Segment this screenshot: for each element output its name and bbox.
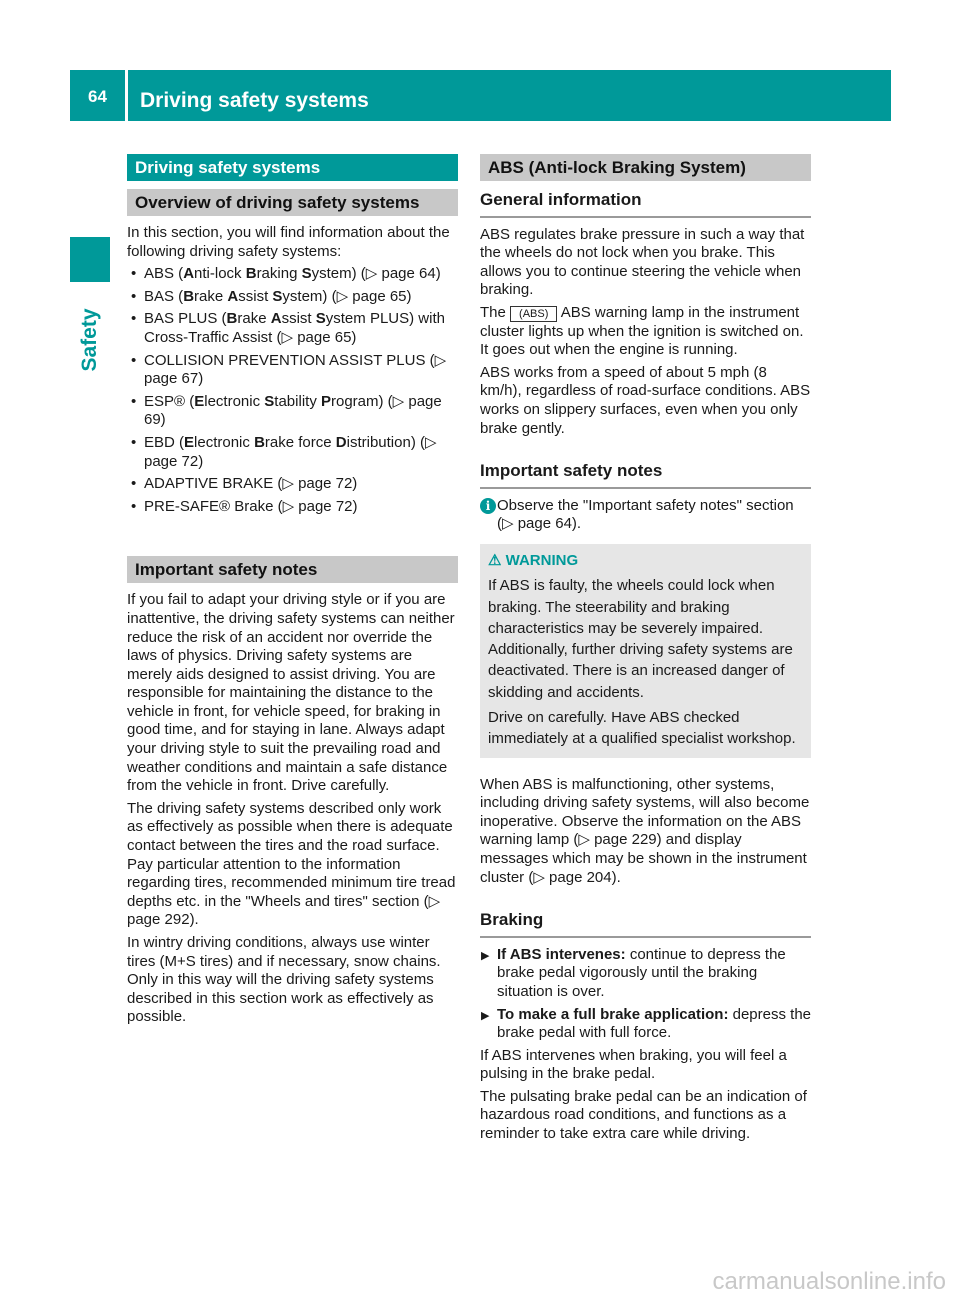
list-item-text: BAS PLUS (: [144, 310, 227, 328]
section-title: Driving safety systems: [127, 154, 458, 181]
list-item-text: continue to depress the brake pedal vigorously until the braking situation is over.: [497, 945, 786, 1000]
list-item-text: ystem) (▷ page 65): [282, 287, 412, 305]
list-item: [127, 434, 458, 471]
list-item: [127, 288, 458, 307]
list-item-text: S: [272, 287, 283, 305]
warning-text: Drive on carefully. Have ABS checked immediately at a qualified specialist workshop.: [488, 708, 796, 748]
chapter-title: Driving safety systems: [140, 89, 369, 112]
side-tab-marker: [70, 237, 110, 282]
list-item-text: A: [227, 287, 239, 305]
list-item-text: ystem PLUS) with Cross-Traffic Assist (▷ page 65): [144, 310, 445, 346]
abs-warning-lamp-icon: (ABS): [510, 306, 557, 322]
warning-box: [480, 544, 811, 758]
systems-list: [127, 265, 458, 516]
list-item-text: S: [301, 265, 312, 283]
list-item-text: EBD (: [144, 433, 185, 451]
list-item: [127, 265, 458, 284]
list-item-text: ABS (: [144, 265, 184, 283]
warning-triangle-icon: ⚠: [488, 551, 506, 569]
info-icon: i: [480, 498, 496, 514]
list-item-text: B: [183, 287, 195, 305]
list-item-text: rogram) (▷ page 69): [144, 392, 442, 429]
abs-heading: ABS (Anti-lock Braking System): [480, 154, 811, 181]
list-item-text: ystem) (▷ page 64): [311, 265, 441, 283]
list-item: [480, 1006, 811, 1043]
safety-heading: Important safety notes: [127, 556, 458, 583]
warning-label: WARNING: [505, 551, 579, 569]
list-item-text: To make a full brake application:: [497, 1005, 729, 1023]
list-item-text: B: [226, 310, 238, 328]
list-item-text: D: [335, 433, 347, 451]
malfunction-paragraph: When ABS is malfunctioning, other systems, including driving safety systems, will also become inoperative. Observe the information on the ABS warning lamp (▷ page 229) and display messages which may be shown in the instrument cluster (▷ page 204).: [480, 775, 810, 886]
lamp-paragraph: [480, 304, 811, 360]
list-item-text: raking: [256, 265, 302, 283]
list-item-text: E: [184, 433, 195, 451]
list-item-text: COLLISION PREVENTION ASSIST PLUS (▷ page 67): [144, 351, 447, 388]
list-item-text: S: [264, 392, 275, 410]
list-item-text: lectronic: [194, 433, 255, 451]
list-item-text: P: [320, 392, 331, 410]
general-paragraph: ABS works from a speed of about 5 mph (8 km/h), regardless of road-surface conditions. ABS works on slippery surfaces, even when you only brake gently.: [480, 363, 811, 437]
list-item: [127, 475, 458, 494]
warning-text: If ABS is faulty, the wheels could lock when braking. The steerability and braking characteristics may be severely impaired. Additionally, further driving safety systems are deactivated. There is an increased danger of skidding and accidents.: [488, 577, 793, 701]
braking-heading: Braking: [480, 907, 811, 938]
page-header: [70, 70, 891, 121]
list-item-text: ssist: [238, 287, 273, 305]
list-item-text: tability: [274, 392, 321, 410]
side-tab-label: Safety: [78, 308, 101, 372]
list-item-text: rake force: [264, 433, 336, 451]
right-column: [480, 154, 811, 1148]
general-info-heading: General information: [480, 187, 811, 218]
page-number: 64: [70, 70, 128, 121]
info-note: [480, 497, 811, 534]
list-item-text: E: [194, 392, 205, 410]
list-item-text: rake: [194, 287, 228, 305]
list-item-text: A: [270, 310, 282, 328]
general-paragraph: ABS regulates brake pressure in such a way that the wheels do not lock when you brake. This allows you to continue steering the vehicle when braking.: [480, 225, 805, 299]
overview-heading: Overview of driving safety systems: [127, 189, 458, 216]
list-item: [480, 946, 811, 1002]
list-item: [127, 393, 458, 430]
intro-text: In this section, you will find information about the following driving safety systems:: [127, 224, 450, 260]
braking-paragraph: If ABS intervenes when braking, you will feel a pulsing in the brake pedal.: [480, 1046, 787, 1083]
list-item-text: S: [315, 310, 326, 328]
lamp-post: ABS warning lamp in the instrument cluster lights up when the ignition is switched on. It goes out when the engine is running.: [480, 303, 804, 359]
list-item-text: ESP® (: [144, 392, 195, 410]
braking-steps: [480, 946, 811, 1043]
lamp-pre: The: [480, 303, 506, 321]
list-item-text: rake: [237, 310, 271, 328]
braking-paragraph: The pulsating brake pedal can be an indication of hazardous road conditions, and functions as a reminder to take extra care while driving.: [480, 1087, 807, 1143]
safety-paragraph: The driving safety systems described only work as effectively as possible when there is adequate contact between the tires and the road surface. Pay particular attention to the information regarding tires, recommended minimum tire tread depths etc. in the "Wheels and tires" section (▷ page 292).: [127, 799, 456, 929]
list-item-text: BAS (: [144, 287, 184, 305]
info-text: Observe the "Important safety notes" section (▷ page 64).: [497, 496, 794, 533]
list-item: [127, 498, 458, 517]
list-item: [127, 310, 458, 347]
list-item-text: depress the brake pedal with full force.: [497, 1005, 812, 1042]
left-column: [127, 154, 458, 1031]
list-item-text: PRE-SAFE® Brake (▷ page 72): [144, 497, 358, 515]
side-tab: [70, 290, 110, 390]
list-item-text: ADAPTIVE BRAKE (▷ page 72): [144, 475, 358, 493]
list-item-text: B: [254, 433, 265, 451]
warning-title: [488, 550, 803, 571]
watermark: carmanualsonline.info: [712, 1268, 946, 1295]
list-item-text: istribution) (▷ page 72): [144, 433, 437, 470]
list-item-text: A: [183, 265, 195, 283]
safety-paragraph: If you fail to adapt your driving style or if you are inattentive, the driving safety systems can neither reduce the risk of an accident nor override the laws of physics. Driving safety systems are merely aids designed to assist driving. You are responsible for maintaining the distance to the vehicle in front, for vehicle speed, for braking in good time, and for staying in lane. Always adapt your driving style to suit the prevailing road and weather conditions and maintain a safe distance from the vehicle in front. Drive carefully.: [127, 591, 455, 795]
safety-paragraph: In wintry driving conditions, always use winter tires (M+S tires) and if necessary, snow chains. Only in this way will the driving safety systems described in this section work as effectively as possible.: [127, 934, 441, 1026]
list-item-text: ssist: [281, 310, 316, 328]
list-item-text: B: [245, 265, 257, 283]
safety-notes-heading: Important safety notes: [480, 458, 811, 489]
list-item-text: If ABS intervenes:: [497, 945, 626, 963]
list-item-text: lectronic: [204, 392, 265, 410]
list-item-text: nti-lock: [194, 265, 246, 283]
list-item: [127, 352, 458, 389]
